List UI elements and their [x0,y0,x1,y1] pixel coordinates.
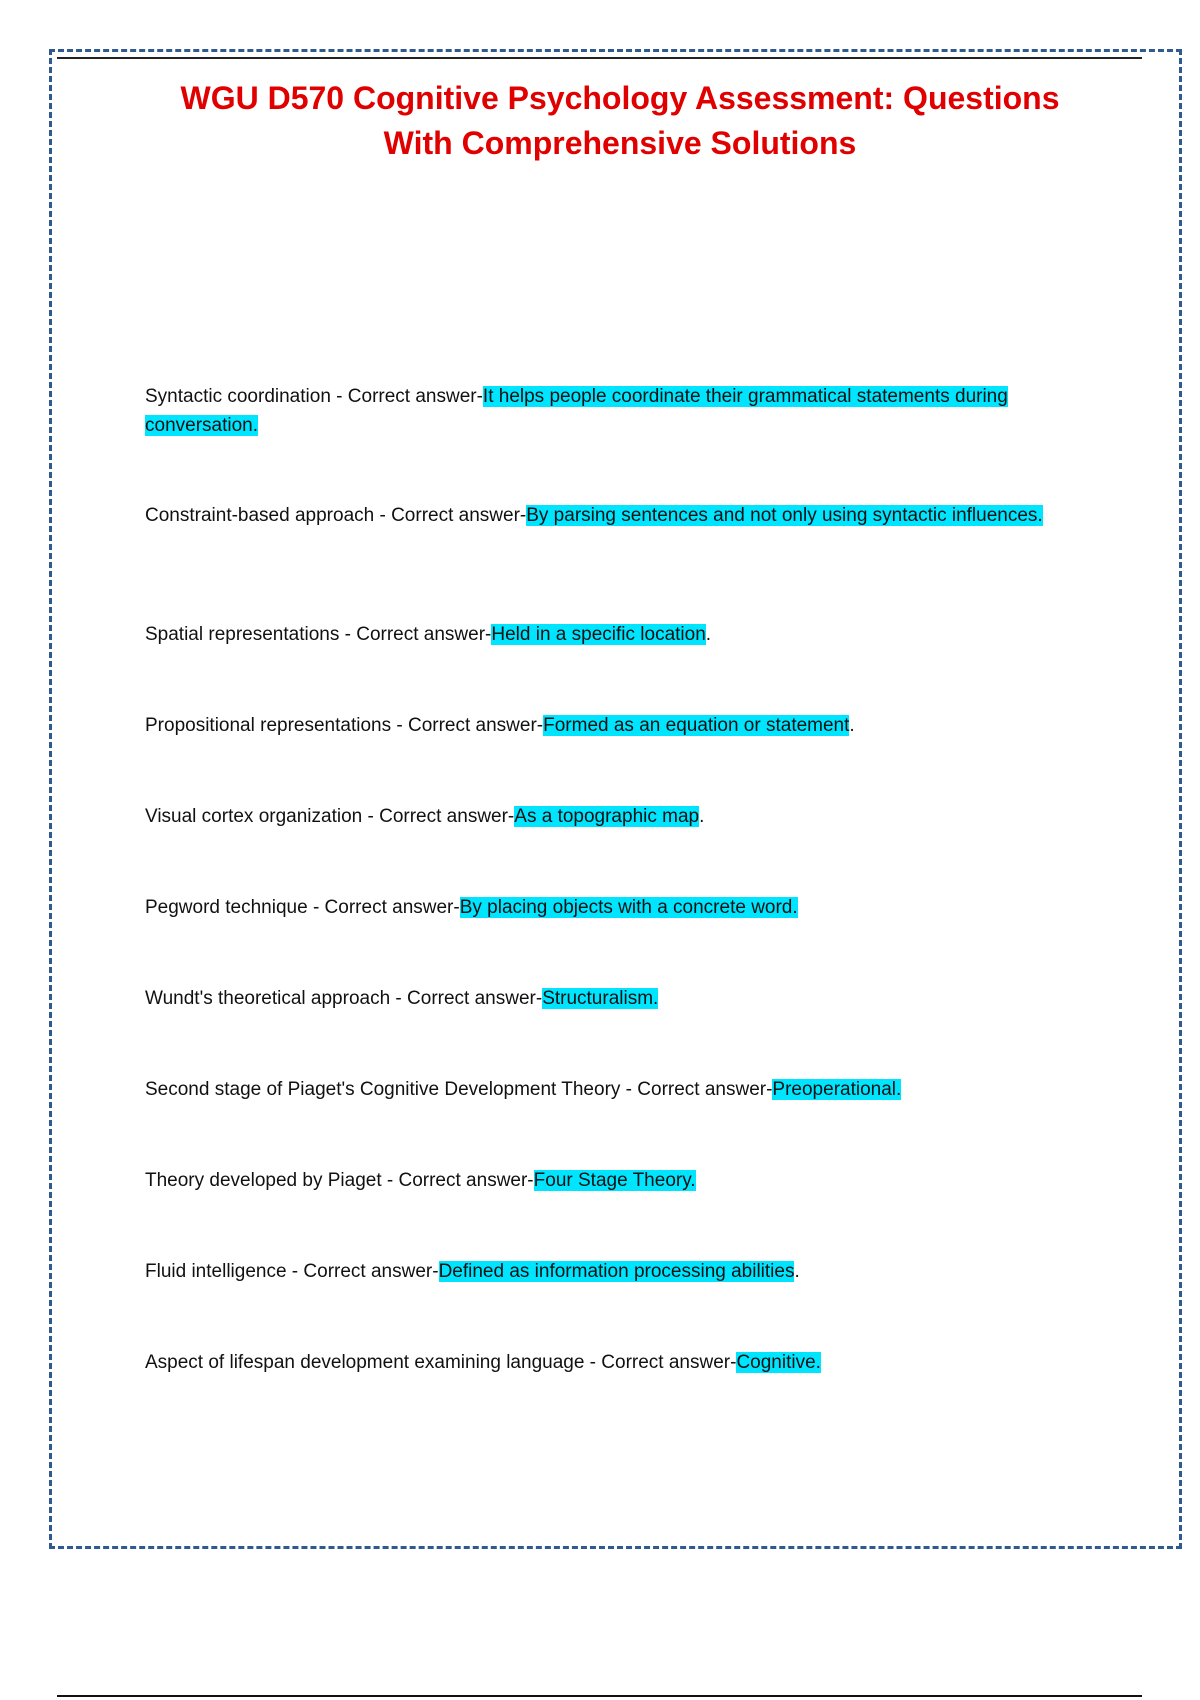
highlighted-answer: As a topographic map [514,806,700,827]
highlighted-answer: Four Stage Theory. [533,1170,696,1191]
title-line-1: WGU D570 Cognitive Psychology Assessment: Questions [180,80,1060,116]
answer-prefix: - Correct answer- [362,806,515,827]
qa-item [145,501,1095,530]
title-line-2: With Comprehensive Solutions [383,125,857,161]
highlighted-answer: Formed as an equation or statement [543,715,850,736]
question-term: Pegword technique [145,897,308,918]
document-title [70,76,1170,166]
qa-item [145,382,1095,440]
answer-prefix: - Correct answer- [620,1079,773,1100]
highlighted-answer: It helps people coordinate their grammatical statements during conversation. [145,386,1008,436]
answer-prefix: - Correct answer- [391,715,544,736]
question-term: Syntactic coordination [145,386,331,407]
highlighted-answer: Cognitive. [736,1352,821,1373]
question-term: Aspect of lifespan development examining language [145,1352,585,1373]
qa-item [145,802,1095,831]
answer-tail: . [705,624,712,645]
qa-item [145,1257,1095,1286]
highlighted-answer: Held in a specific location [491,624,706,645]
answer-prefix: - Correct answer- [390,988,543,1009]
qa-item [145,1166,1095,1195]
question-term: Second stage of Piaget's Cognitive Development Theory [145,1079,621,1100]
highlighted-answer: Preoperational. [772,1079,902,1100]
answer-prefix: - Correct answer- [286,1261,439,1282]
footer-rule [57,1695,1142,1697]
page-border [49,49,1182,1549]
answer-prefix: - Correct answer- [584,1352,737,1373]
qa-item [145,620,1095,649]
highlighted-answer: By placing objects with a concrete word. [459,897,798,918]
answer-prefix: - Correct answer- [381,1170,534,1191]
question-term: Visual cortex organization [145,806,363,827]
answer-prefix: - Correct answer- [339,624,492,645]
highlighted-answer: Defined as information processing abilities [438,1261,795,1282]
qa-item [145,1075,1095,1104]
answer-prefix: - Correct answer- [374,505,527,526]
qa-item [145,711,1095,740]
answer-tail: . [849,715,855,736]
header-rule [57,57,1142,59]
qa-item [145,984,1095,1013]
answer-prefix: - Correct answer- [330,386,483,407]
qa-item [145,1348,1095,1377]
question-term: Fluid intelligence [145,1261,287,1282]
highlighted-answer: Structuralism. [542,988,659,1009]
question-term: Theory developed by Piaget [145,1170,382,1191]
highlighted-answer: By parsing sentences and not only using syntactic influences. [526,505,1043,526]
answer-tail: . [794,1261,800,1282]
answer-tail: . [699,806,705,827]
question-term: Wundt's theoretical approach [145,988,391,1009]
question-term: Constraint-based approach [145,505,375,526]
question-term: Propositional representations [145,715,392,736]
qa-item [145,893,1095,922]
question-term: Spatial representations [145,624,340,645]
answer-prefix: - Correct answer- [307,897,460,918]
